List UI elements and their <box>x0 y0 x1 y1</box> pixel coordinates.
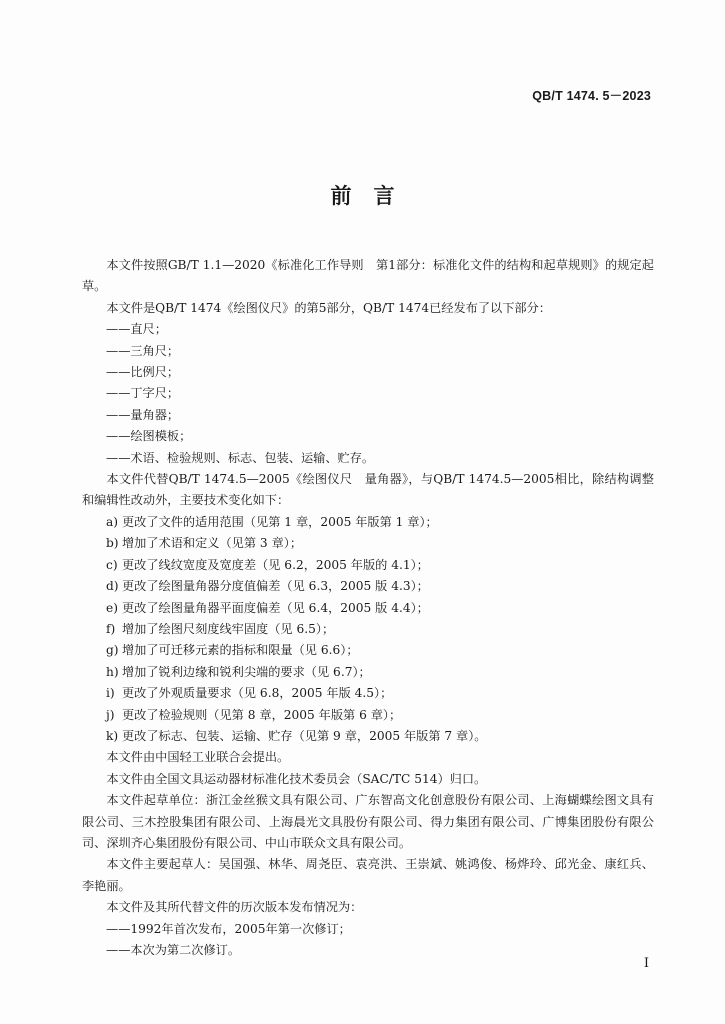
list-item <box>82 662 654 683</box>
list-item: ——三角尺； <box>106 343 180 358</box>
list-item <box>82 640 654 661</box>
list-marker: e) <box>106 600 118 615</box>
paragraph-drafting-rule: 本文件按照GB/T 1.1—2020《标准化工作导则 第1部分：标准化文件的结构和起草规则》的规定起草。 <box>82 258 654 294</box>
paragraph-committee: 本文件由全国文具运动器材标准化技术委员会（SAC/TC 514）归口。 <box>106 771 487 786</box>
list-marker: i) <box>106 686 115 701</box>
list-item-text: 更改了外观质量要求（见 6.8，2005 年版 4.5）； <box>122 686 393 701</box>
list-item-text: 更改了线纹宽度及宽度差（见 6.2，2005 年版的 4.1）； <box>122 557 429 572</box>
paragraph-history-intro: 本文件及其所代替文件的历次版本发布情况为： <box>106 900 363 915</box>
list-item-text: 更改了文件的适用范围（见第 1 章，2005 年版第 1 章）； <box>122 514 438 529</box>
list-item-text: 增加了可迁移元素的指标和限量（见 6.6）； <box>122 643 359 658</box>
parts-list <box>82 319 654 469</box>
list-item <box>82 576 654 597</box>
list-marker: j) <box>106 707 115 722</box>
list-item <box>82 598 654 619</box>
list-item: ——绘图模板； <box>106 429 192 444</box>
list-item: ——直尺； <box>106 322 167 337</box>
changes-list <box>82 512 654 747</box>
list-marker: k) <box>106 728 119 743</box>
list-item: ——丁字尺； <box>106 386 180 401</box>
list-item: ——1992年首次发布，2005年第一次修订； <box>106 921 351 936</box>
list-marker: g) <box>106 643 119 658</box>
list-item <box>82 619 654 640</box>
document-code: QB/T 1474. 5－2023 <box>532 89 651 103</box>
list-item-text: 更改了标志、包装、运输、贮存（见第 9 章，2005 年版第 7 章）。 <box>122 728 487 743</box>
list-item <box>82 705 654 726</box>
list-item <box>82 512 654 533</box>
list-item-text: 增加了术语和定义（见第 3 章）； <box>122 536 303 551</box>
list-item: ——术语、检验规则、标志、包装、运输、贮存。 <box>106 450 375 465</box>
list-item-text: 更改了检验规则（见第 8 章，2005 年版第 6 章）； <box>122 707 402 722</box>
page-title: 前言 <box>330 184 417 208</box>
list-marker: d) <box>106 579 119 594</box>
list-marker: f) <box>106 621 116 636</box>
list-item: ——量角器； <box>106 407 180 422</box>
list-item <box>82 533 654 554</box>
paragraph-drafters: 本文件主要起草人：吴国强、林华、周尧臣、袁亮洪、王崇斌、姚鸿俊、杨烨玲、邱光金、康红兵、李艳丽。 <box>82 857 654 893</box>
list-item-text: 更改了绘图量角器平面度偏差（见 6.4，2005 版 4.4）； <box>122 600 429 615</box>
list-item-text: 增加了锐利边缘和锐利尖端的要求（见 6.7）； <box>122 664 371 679</box>
list-marker: h) <box>106 664 119 679</box>
list-marker: c) <box>106 557 118 572</box>
foreword-body <box>82 255 654 961</box>
list-item: ——比例尺； <box>106 365 180 380</box>
paragraph-drafting-units: 本文件起草单位：浙江金丝猴文具有限公司、广东智高文化创意股份有限公司、上海蝴蝶绘图文具有限公司、三木控股集团有限公司、上海晨光文具股份有限公司、得力集团有限公司、广博集团股份有限公司、深圳齐心集团股份有限公司、中山市联众文具有限公司。 <box>82 793 654 850</box>
list-marker: b) <box>106 536 119 551</box>
history-list <box>82 919 654 962</box>
list-item-text: 增加了绘图尺刻度线牢固度（见 6.5）； <box>122 621 335 636</box>
paragraph-proposer: 本文件由中国轻工业联合会提出。 <box>106 750 290 765</box>
paragraph-replacement: 本文件代替QB/T 1474.5—2005《绘图仪尺 量角器》，与QB/T 1474.5—2005相比，除结构调整和编辑性改动外，主要技术变化如下： <box>82 472 654 508</box>
list-marker: a) <box>106 514 119 529</box>
list-item <box>82 683 654 704</box>
list-item <box>82 726 654 747</box>
list-item <box>82 555 654 576</box>
paragraph-series-intro: 本文件是QB/T 1474《绘图仪尺》的第5部分，QB/T 1474已经发布了以下部分： <box>106 300 551 315</box>
list-item-text: 更改了绘图量角器分度值偏差（见 6.3，2005 版 4.3）； <box>122 579 429 594</box>
list-item: ——本次为第二次修订。 <box>106 943 241 957</box>
page-number: I <box>643 956 649 971</box>
